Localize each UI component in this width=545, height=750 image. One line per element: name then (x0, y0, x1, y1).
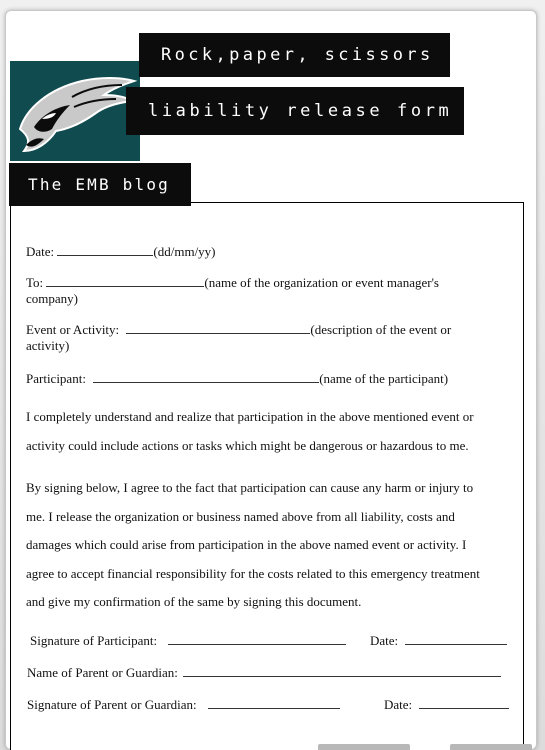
event-input-line[interactable] (126, 323, 310, 334)
form-title-line-1: Rock,paper, scissors (139, 33, 450, 77)
participant-signature-row (30, 633, 346, 648)
participant-date-label: Date: (370, 633, 399, 648)
parent-signature-label: Signature of Parent or Guardian: (27, 697, 197, 712)
eagle-head-logo-icon (12, 67, 138, 157)
parent-name-line[interactable] (183, 666, 501, 677)
to-field-row (26, 275, 439, 290)
to-label: To: (26, 275, 44, 290)
release-paragraph (26, 474, 510, 617)
para2-line: damages which could arise from participation in the above named event or activity. I (26, 537, 467, 552)
to-input-line[interactable] (46, 276, 204, 287)
para1-line: activity could include actions or tasks which might be dangerous or hazardous to me. (26, 438, 469, 453)
event-hint: (description of the event or (310, 322, 452, 337)
para1-line: I completely understand and realize that participation in the above mentioned event or (26, 409, 474, 424)
date-hint: (dd/mm/yy) (153, 244, 216, 259)
parent-name-row (27, 665, 501, 680)
participant-signature-label: Signature of Participant: (30, 633, 158, 648)
participant-hint: (name of the participant) (319, 371, 449, 386)
event-hint-continued: activity) (26, 338, 70, 353)
event-label: Event or Activity: (26, 322, 120, 337)
print-button-edge[interactable] (318, 744, 410, 750)
participant-label: Participant: (26, 371, 86, 386)
participant-date-line[interactable] (405, 634, 507, 645)
date-field-row (26, 244, 216, 259)
logo-panel (10, 61, 140, 161)
participant-input-line[interactable] (93, 372, 319, 383)
reset-button-edge[interactable] (450, 744, 532, 750)
form-title-line-2: liability release form (126, 87, 464, 135)
parent-date-label: Date: (384, 697, 413, 712)
parent-signature-line[interactable] (208, 698, 340, 709)
to-hint-continued: company) (26, 291, 78, 306)
to-hint: (name of the organization or event manager's (204, 275, 439, 290)
parent-signature-row (27, 697, 340, 712)
parent-date-row (384, 697, 509, 712)
para2-line: and give my confirmation of the same by signing this document. (26, 594, 362, 609)
para2-line: agree to accept financial responsibility for the costs related to this emergency treatment (26, 565, 480, 581)
para2-line: me. I release the organization or business named above from all liability, costs and (26, 508, 455, 524)
acknowledgement-paragraph (26, 402, 510, 460)
date-input-line[interactable] (57, 245, 153, 256)
participant-field-row (26, 371, 448, 386)
blog-name-banner: The EMB blog (9, 163, 191, 206)
parent-name-label: Name of Parent or Guardian: (27, 665, 178, 680)
date-label: Date: (26, 244, 55, 259)
para2-line: By signing below, I agree to the fact that participation can cause any harm or injury to (26, 480, 474, 495)
parent-date-line[interactable] (419, 698, 509, 709)
event-field-row (26, 322, 451, 337)
participant-date-row (370, 633, 507, 648)
participant-signature-line[interactable] (168, 634, 346, 645)
